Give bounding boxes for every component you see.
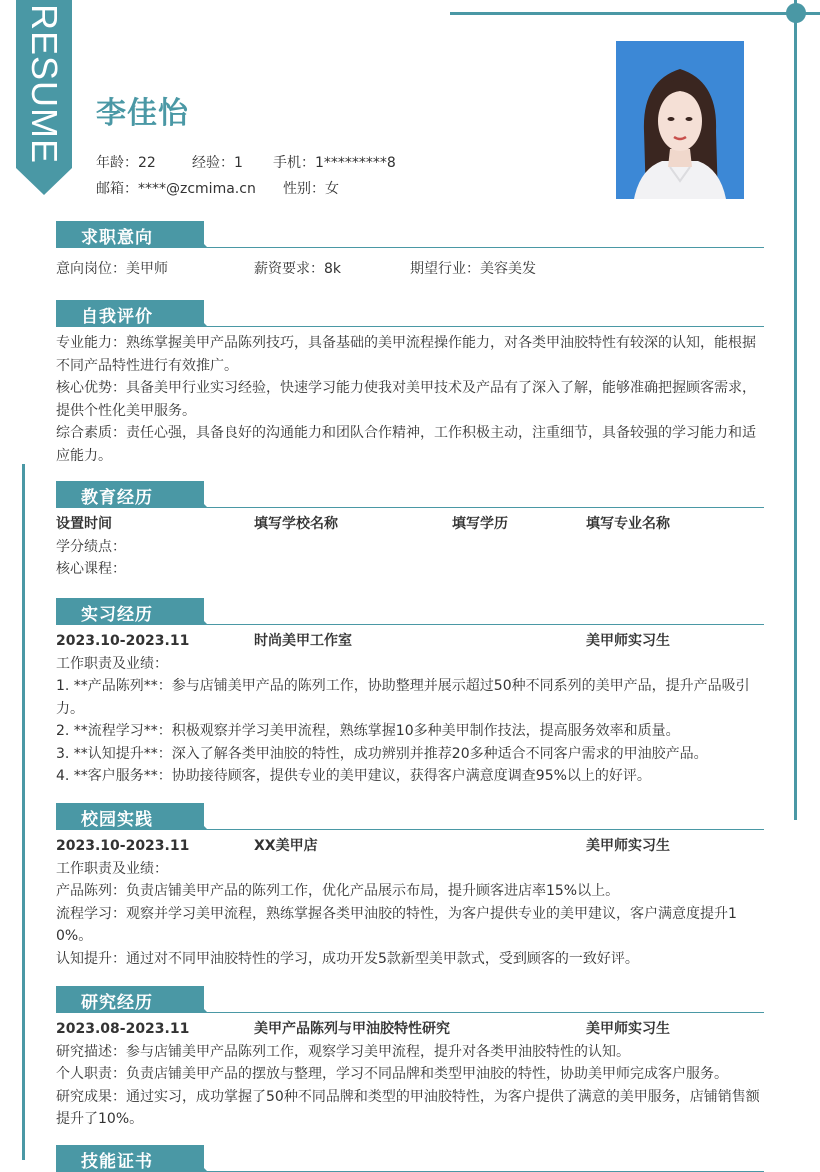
edu-time: 设置时间 (56, 516, 112, 532)
text-line: 4. **客户服务**：协助接待顾客，提供专业的美甲建议，获得客户满意度调查95%以上的好评。 (56, 768, 651, 784)
text-line: 认知提升：通过对不同甲油胶特性的学习，成功开发5款新型美甲款式，受到顾客的一致好评。 (56, 950, 639, 967)
edu-degree: 填写学历 (452, 516, 508, 532)
research-role: 美甲师实习生 (586, 1021, 670, 1037)
section-internship (56, 595, 764, 788)
experience-field: 经验：1 (192, 155, 243, 171)
research-details (56, 1041, 764, 1131)
expected-industry: 期望行业：美容美发 (410, 261, 536, 277)
internship-header-row (56, 630, 764, 653)
campus-time: 2023.10-2023.11 (56, 838, 190, 854)
section-self-evaluation (56, 297, 764, 467)
section-campus-practice (56, 800, 764, 970)
text-line: 工作职责及业绩： (56, 860, 168, 877)
section-title: 技能证书 (81, 1152, 153, 1172)
text-line: 2. **流程学习**：积极观察并学习美甲流程，熟练掌握10多种美甲制作技法，提高服务效率和质量。 (56, 723, 680, 739)
research-header-row (56, 1018, 764, 1041)
edu-courses: 核心课程： (56, 561, 126, 577)
resume-ribbon (16, 0, 72, 195)
text-line: 个人职责：负责店铺美甲产品的摆放与整理，学习不同品牌和类型甲油胶的特性，协助美甲师完成客户服务。 (56, 1066, 728, 1082)
edu-gpa: 学分绩点： (56, 538, 126, 555)
decor-right-line (794, 0, 797, 820)
section-header (56, 218, 764, 248)
email-field: 邮箱：****@zcmima.cn (96, 181, 256, 197)
section-title: 求职意向 (81, 228, 153, 248)
text-line: 0%。 (56, 928, 93, 944)
gender-field: 性别：女 (283, 181, 339, 197)
portrait-photo (616, 41, 744, 199)
section-header (56, 983, 764, 1013)
section-header (56, 297, 764, 327)
section-header (56, 800, 764, 830)
section-header (56, 478, 764, 508)
education-header-row (56, 513, 764, 536)
text-line: 研究成果：通过实习，成功掌握了50种不同品牌和类型的甲油胶特性，为客户提供了满意的美甲服务，店铺销售额 (56, 1088, 760, 1105)
internship-company: 时尚美甲工作室 (254, 633, 352, 649)
salary-requirement: 薪资要求：8k (254, 261, 342, 277)
campus-details (56, 858, 764, 971)
ribbon-text: RESUME (24, 3, 65, 165)
section-title: 研究经历 (81, 993, 153, 1013)
stripes-decor-icon (156, 803, 206, 830)
campus-company: XX美甲店 (254, 838, 318, 854)
text-line: 流程学习：观察并学习美甲流程，熟练掌握各类甲油胶的特性，为客户提供专业的美甲建议，客户满意度提升1 (56, 905, 737, 922)
stripes-decor-icon (156, 1145, 206, 1172)
decor-left-line (22, 464, 25, 1160)
portrait-illustration (616, 41, 744, 199)
research-time: 2023.08-2023.11 (56, 1021, 190, 1037)
text-line: 力。 (56, 700, 84, 717)
text-line: 提升了10%。 (56, 1111, 144, 1127)
stripes-decor-icon (156, 481, 206, 508)
campus-role: 美甲师实习生 (586, 838, 670, 854)
basic-info-row-2 (96, 178, 339, 198)
research-project: 美甲产品陈列与甲油胶特性研究 (254, 1021, 450, 1037)
text-line: 研究描述：参与店铺美甲产品陈列工作，观察学习美甲流程，提升对各类甲油胶特性的认知。 (56, 1043, 630, 1060)
text-line: 产品陈列：负责店铺美甲产品的陈列工作，优化产品展示布局，提升顾客进店率15%以上。 (56, 883, 620, 899)
text-line: 工作职责及业绩： (56, 655, 168, 672)
section-education (56, 478, 764, 581)
self-eval-text (56, 332, 764, 467)
text-line: 核心优势：具备美甲行业实习经验，快速学习能力使我对美甲技术及产品有了深入了解，能够准确把握顾客需求， (56, 380, 756, 396)
stripes-decor-icon (156, 221, 206, 248)
text-line: 专业能力：熟练掌握美甲产品陈列技巧，具备基础的美甲流程操作能力，对各类甲油胶特性有较深的认知，能根据 (56, 335, 756, 351)
internship-details (56, 653, 764, 788)
decor-top-line (450, 12, 820, 15)
section-title: 教育经历 (81, 488, 153, 508)
intended-position: 意向岗位：美甲师 (56, 261, 168, 277)
section-skills (56, 1142, 764, 1172)
internship-time: 2023.10-2023.11 (56, 633, 190, 649)
section-header (56, 595, 764, 625)
text-line: 3. **认知提升**：深入了解各类甲油胶的特性，成功辨别并推荐20多种适合不同客户需求的甲油胶产品。 (56, 745, 708, 762)
campus-header-row (56, 835, 764, 858)
text-line: 综合素质：责任心强，具备良好的沟通能力和团队合作精神，工作积极主动，注重细节，具备较强的学习能力和适 (56, 425, 756, 441)
stripes-decor-icon (156, 986, 206, 1013)
section-title: 自我评价 (81, 307, 153, 327)
text-line: 提供个性化美甲服务。 (56, 402, 196, 419)
text-line: 不同产品特性进行有效推广。 (56, 357, 238, 374)
section-title: 实习经历 (81, 605, 153, 625)
candidate-name: 李佳怡 (96, 96, 189, 131)
stripes-decor-icon (156, 598, 206, 625)
section-job-intent (56, 218, 764, 281)
section-research (56, 983, 764, 1131)
text-line: 应能力。 (56, 447, 112, 464)
text-line: 1. **产品陈列**：参与店铺美甲产品的陈列工作，协助整理并展示超过50种不同系列的美甲产品，提升产品吸引 (56, 678, 750, 694)
phone-field: 手机：1*********8 (273, 155, 396, 171)
stripes-decor-icon (156, 300, 206, 327)
section-header (56, 1142, 764, 1172)
basic-info-row-1 (96, 152, 396, 172)
intent-row (56, 258, 764, 281)
age-field: 年龄：22 (96, 155, 156, 171)
edu-major: 填写专业名称 (586, 516, 670, 532)
internship-role: 美甲师实习生 (586, 633, 670, 649)
section-title: 校园实践 (81, 810, 153, 830)
edu-school: 填写学校名称 (254, 516, 338, 532)
